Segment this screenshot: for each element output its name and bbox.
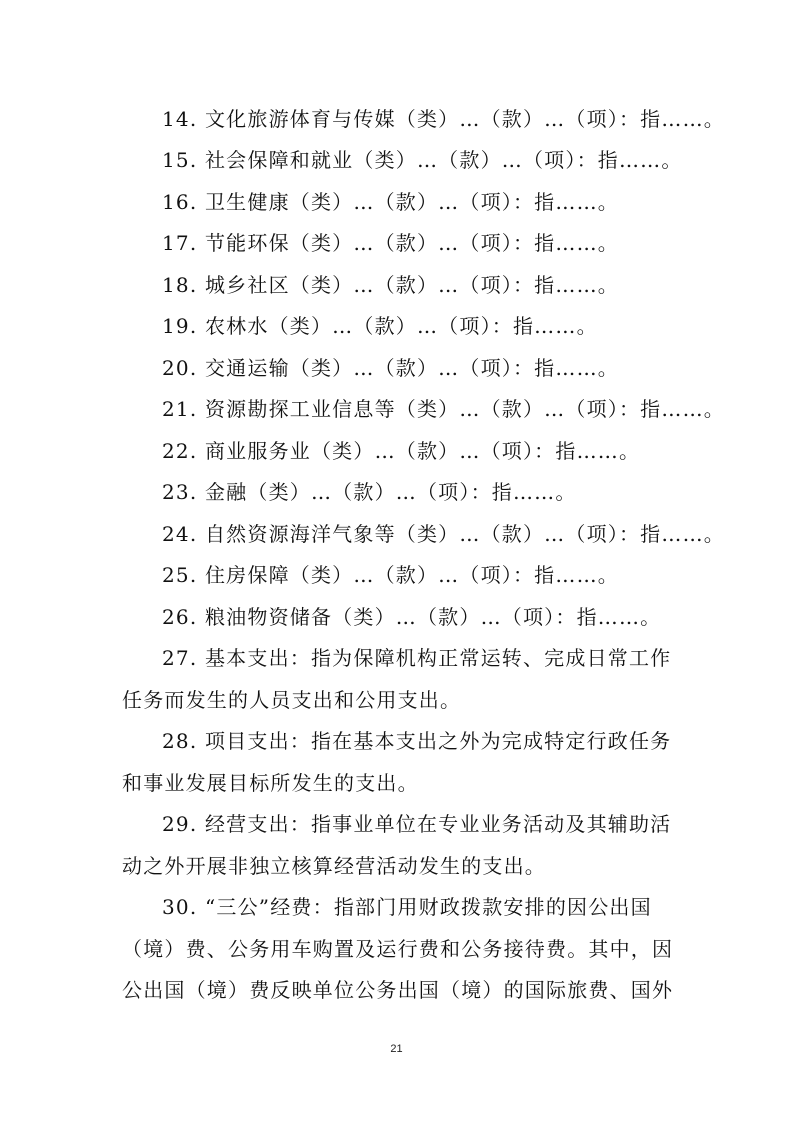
list-item: 24. 自然资源海洋气象等（类）…（款）…（项）：指……。 [162, 522, 725, 546]
list-item: 20. 交通运输（类）…（款）…（项）：指……。 [162, 356, 619, 380]
paragraph-three-public-line3: 公出国（境）费反映单位公务出国（境）的国际旅费、国外 [122, 978, 674, 1002]
paragraph-basic-expenditure-line2: 任务而发生的人员支出和公用支出。 [122, 688, 462, 712]
list-item: 14. 文化旅游体育与传媒（类）…（款）…（项）：指……。 [162, 107, 725, 131]
paragraph-project-expenditure-line1: 28. 项目支出：指在基本支出之外为完成特定行政任务 [162, 729, 672, 753]
paragraph-operating-expenditure-line1: 29. 经营支出：指事业单位在专业业务活动及其辅助活 [162, 812, 672, 836]
list-item: 25. 住房保障（类）…（款）…（项）：指……。 [162, 563, 619, 587]
list-item: 23. 金融（类）…（款）…（项）：指……。 [162, 480, 577, 504]
list-item: 15. 社会保障和就业（类）…（款）…（项）：指……。 [162, 148, 683, 172]
paragraph-three-public-line2: （境）费、公务用车购置及运行费和公务接待费。其中，因 [122, 937, 674, 961]
list-item: 16. 卫生健康（类）…（款）…（项）：指……。 [162, 190, 619, 214]
list-item: 22. 商业服务业（类）…（款）…（项）：指……。 [162, 439, 641, 463]
page-number: 21 [390, 1043, 403, 1055]
list-item: 18. 城乡社区（类）…（款）…（项）：指……。 [162, 273, 619, 297]
paragraph-project-expenditure-line2: 和事业发展目标所发生的支出。 [122, 771, 419, 795]
list-item: 26. 粮油物资储备（类）…（款）…（项）：指……。 [162, 605, 662, 629]
paragraph-operating-expenditure-line2: 动之外开展非独立核算经营活动发生的支出。 [122, 854, 546, 878]
list-item: 21. 资源勘探工业信息等（类）…（款）…（项）：指……。 [162, 397, 725, 421]
list-item: 17. 节能环保（类）…（款）…（项）：指……。 [162, 231, 619, 255]
list-item: 19. 农林水（类）…（款）…（项）：指……。 [162, 314, 598, 338]
paragraph-basic-expenditure-line1: 27. 基本支出：指为保障机构正常运转、完成日常工作 [162, 646, 672, 670]
paragraph-three-public-line1: 30. “三公”经费：指部门用财政拨款安排的因公出国 [162, 895, 652, 919]
